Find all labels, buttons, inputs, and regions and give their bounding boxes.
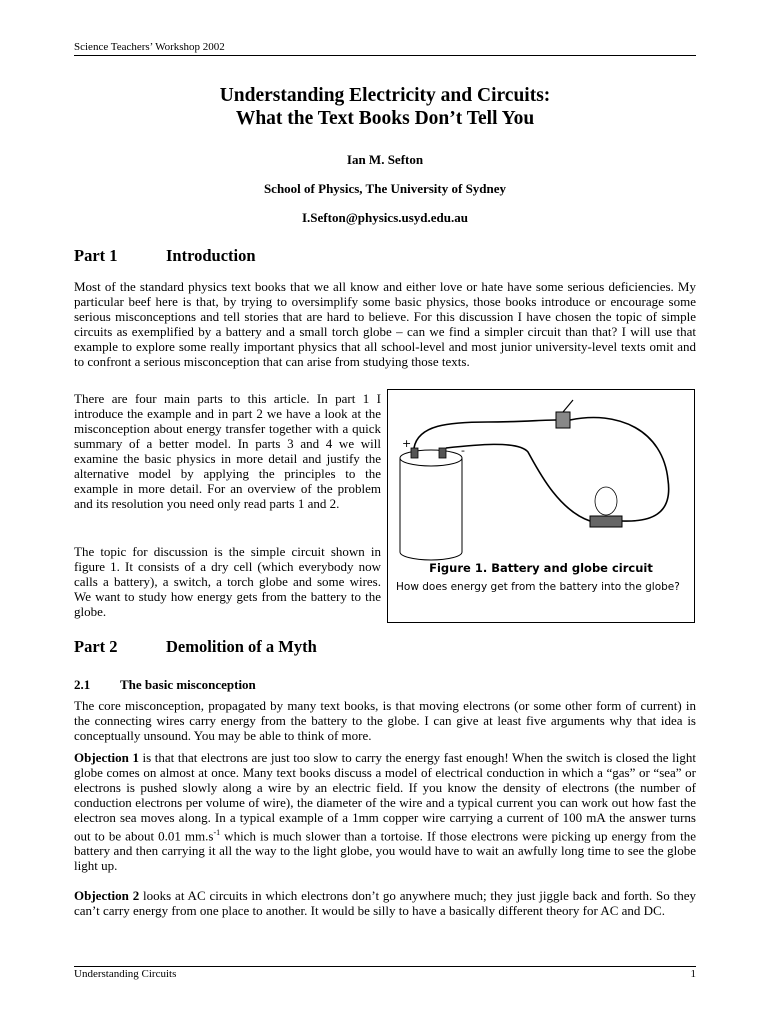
part2-heading — [74, 637, 317, 657]
part1-paragraph-1: Most of the standard physics text books that we all know and either love or hate have some serious deficiencies. My particular beef here is that, by trying to oversimplify some basic physics, those books introduce or encourage some serious misconceptions and tell stories that are hard to believe. For this discussion I have chosen the topic of simple circuits as exemplified by a battery and a small torch globe – can we find a simpler circuit than that? I will use that example to explore some really important physics that all school-level and most junior university-level texts omit and to confront a serious misconception that can arise from studying those texts. — [74, 279, 696, 369]
part1-title: Introduction — [166, 246, 256, 265]
part1-number: Part 1 — [74, 246, 118, 265]
figure-caption: Figure 1. Battery and globe circuit — [429, 561, 653, 575]
objection-1-paragraph — [74, 750, 696, 873]
part2-title: Demolition of a Myth — [166, 637, 317, 656]
wire-switch-to-globe — [570, 418, 669, 522]
switch — [556, 412, 570, 428]
globe-bulb — [595, 487, 617, 515]
battery-body — [400, 458, 462, 560]
objection-2-label: Objection 2 — [74, 888, 140, 903]
figure-1 — [387, 389, 695, 623]
title-line-2: What the Text Books Don’t Tell You — [235, 108, 535, 129]
footer-rule — [74, 966, 696, 967]
wire-positive-to-switch — [414, 420, 556, 448]
objection-1-text-b: which is much slower than a tortoise. If those electrons were picking up energy from the battery and then carrying it all the way to the light globe, you would have to wait an awfully long time to see the globe light up. — [74, 828, 696, 874]
globe-holder — [590, 516, 622, 527]
article-title — [74, 84, 696, 130]
running-header: Science Teachers’ Workshop 2002 — [74, 41, 225, 53]
objection-1-superscript: -1 — [213, 828, 221, 837]
switch-lever — [563, 400, 573, 412]
positive-terminal — [411, 448, 418, 458]
battery-top — [400, 450, 462, 466]
positive-label: + — [402, 437, 412, 450]
negative-terminal — [439, 448, 446, 458]
part2-number: Part 2 — [74, 637, 118, 656]
objection-1-text-a: is that that electrons are just too slow to carry the energy fast enough! When the switch is closed the light globe comes on almost at once. Many text books discuss a model of electrical conduction in which a “gas” or “sea” or electrons is pushed slowly along a wire by an electric field. If you know the density of electrons (the number of conduction electrons per volume of wire), the diameter of the wire and a typical current you can work out how fast the electron sea moves along. In a typical example of a 1mm copper wire carrying a current of 100 mA the answer turns out to be about 0.01 mm.s — [74, 750, 696, 844]
page-number: 1 — [690, 968, 696, 980]
objection-2-text: looks at AC circuits in which electrons don’t go anywhere much; they just jiggle back and forth. So they can’t carry energy from one place to another. It would be silly to have a basically different theory for AC and DC. — [74, 888, 696, 918]
author: Ian M. Sefton — [346, 152, 424, 167]
part1-heading — [74, 246, 256, 266]
section-number: 2.1 — [74, 677, 91, 692]
header-rule — [74, 55, 696, 56]
title-line-1: Understanding Electricity and Circuits: — [219, 85, 551, 106]
part1-paragraph-3: The topic for discussion is the simple circuit shown in figure 1. It consists of a dry cell (which everybody now calls a battery), a switch, a torch globe and some wires. We want to study how energy gets from the battery to the globe. — [74, 544, 381, 619]
objection-1-label: Objection 1 — [74, 750, 139, 765]
wire-globe-to-negative — [446, 444, 590, 521]
running-footer: Understanding Circuits — [74, 968, 177, 980]
section-title: The basic misconception — [120, 677, 256, 692]
part1-paragraph-2: There are four main parts to this article. In part 1 I introduce the example and in part 2 we have a look at the misconception about energy transfer together with a quick summary of a better model. In parts 3 and 4 we will examine the basic physics in more detail and justify the alternative model by applying the principles to the example in more detail. For an overview of the problem and its resolution you need only read parts 1 and 2. — [74, 391, 381, 511]
figure-subcaption: How does energy get from the battery into the globe? — [396, 581, 680, 593]
email: I.Sefton@physics.usyd.edu.au — [302, 210, 468, 225]
part2-paragraph-1: The core misconception, propagated by many text books, is that moving electrons (or some other form of current) in the connecting wires carry energy from the battery to the globe. I can give at least five arguments why that idea is conceptually unsound. You may be able to think of more. — [74, 698, 696, 743]
section-2-1-heading — [74, 677, 256, 693]
affiliation: School of Physics, The University of Sydney — [263, 181, 507, 196]
negative-label: - — [461, 444, 465, 457]
objection-2-paragraph — [74, 888, 696, 918]
